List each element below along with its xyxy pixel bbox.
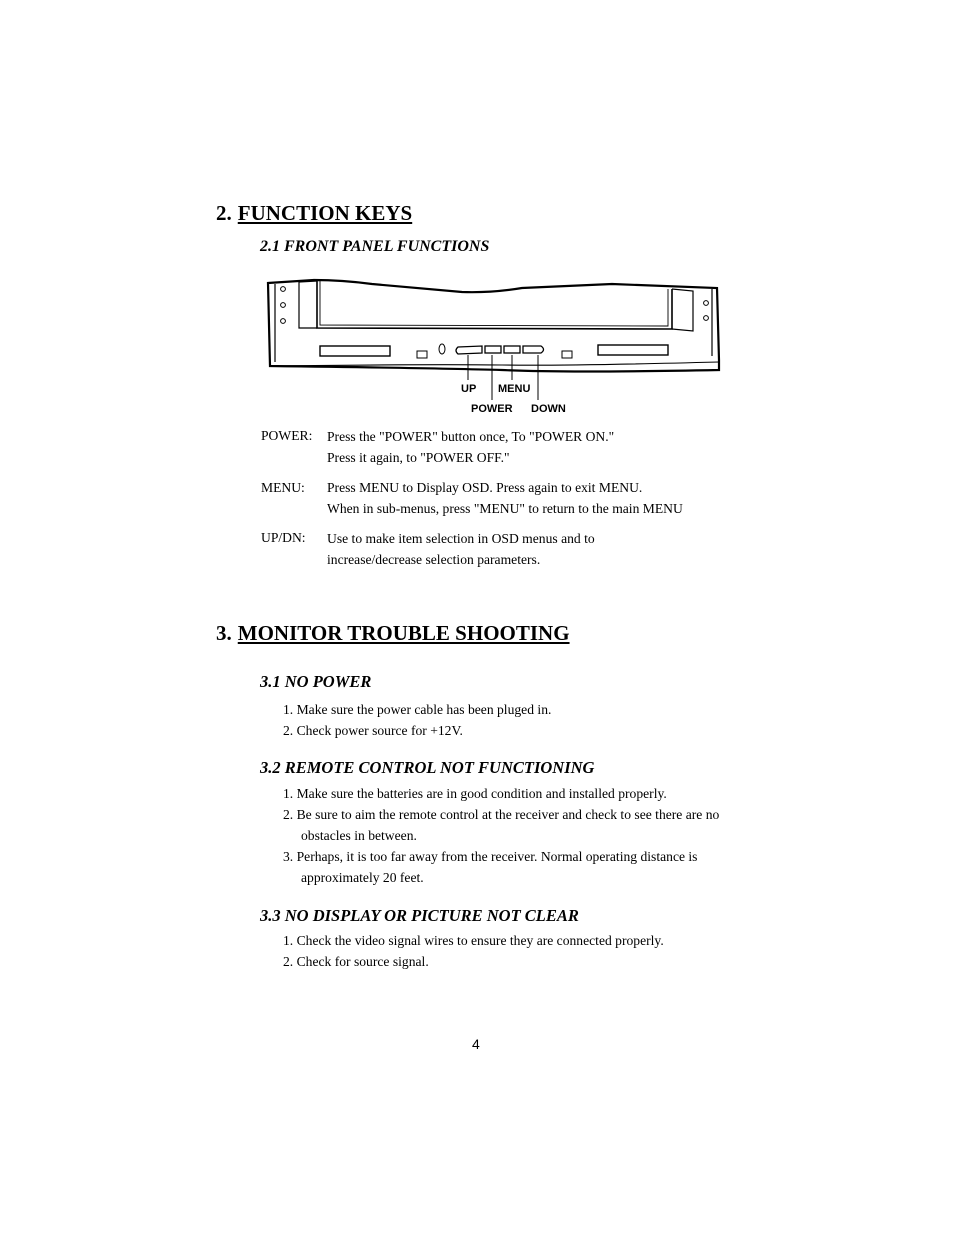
indicator-dot-left-2 [281, 303, 286, 308]
section-3-heading [216, 621, 570, 646]
function-desc-menu-2: When in sub-menus, press "MENU" to return to the main MENU [327, 501, 683, 516]
function-desc-power-2: Press it again, to "POWER OFF." [327, 450, 510, 465]
subsection-3-2-line-5: approximately 20 feet. [301, 870, 424, 885]
button-up [456, 346, 482, 354]
indicator-dot-right-1 [704, 301, 709, 306]
button-menu [504, 346, 520, 353]
section-2-heading [216, 201, 412, 226]
subsection-3-1-line-2: 2. Check power source for +12V. [283, 723, 463, 738]
section-3-number: 3. [216, 621, 232, 645]
subsection-3-3-line-1: 1. Check the video signal wires to ensure they are connected properly. [283, 933, 664, 948]
subsection-3-2-line-2: 2. Be sure to aim the remote control at the receiver and check to see there are no [283, 807, 720, 822]
function-key-menu: MENU: [261, 480, 305, 495]
label-menu: MENU [498, 383, 531, 395]
subsection-3-3-title: 3.3 NO DISPLAY OR PICTURE NOT CLEAR [260, 906, 579, 925]
function-desc-power-1: Press the "POWER" button once, To "POWER ON." [327, 429, 615, 444]
ir-receiver [439, 344, 445, 354]
subsection-3-2-line-1: 1. Make sure the batteries are in good condition and installed properly. [283, 786, 667, 801]
slot-right [598, 345, 668, 355]
section-3-title: MONITOR TROUBLE SHOOTING [237, 621, 570, 645]
button-down [523, 346, 544, 353]
indicator-dot-left-1 [281, 287, 286, 292]
slot-left [320, 346, 390, 356]
subsection-2-1-title: 2.1 FRONT PANEL FUNCTIONS [260, 238, 490, 255]
front-panel-diagram [262, 274, 726, 419]
label-up: UP [461, 383, 477, 395]
indicator-dot-right-2 [704, 316, 709, 321]
subsection-3-2-line-3: obstacles in between. [301, 828, 417, 843]
subsection-3-2-line-4: 3. Perhaps, it is too far away from the receiver. Normal operating distance is [283, 849, 698, 864]
indicator-dot-left-3 [281, 319, 286, 324]
section-2-number: 2. [216, 201, 232, 225]
subsection-3-2-title: 3.2 REMOTE CONTROL NOT FUNCTIONING [260, 758, 595, 777]
front-panel-illustration [262, 274, 726, 419]
button-power [485, 346, 501, 353]
subsection-3-1-title: 3.1 NO POWER [260, 672, 372, 691]
function-key-power: POWER: [261, 428, 313, 443]
function-desc-updn-2: increase/decrease selection parameters. [327, 552, 541, 567]
page-number: 4 [472, 1036, 480, 1052]
label-down: DOWN [531, 403, 566, 415]
sensor-left [417, 351, 427, 358]
function-desc-updn-1: Use to make item selection in OSD menus and to [327, 531, 595, 546]
sensor-right [562, 351, 572, 358]
section-2-title: FUNCTION KEYS [237, 201, 413, 225]
subsection-3-3-line-2: 2. Check for source signal. [283, 954, 429, 969]
function-key-updn: UP/DN: [261, 530, 306, 545]
subsection-3-1-line-1: 1. Make sure the power cable has been pluged in. [283, 702, 552, 717]
function-desc-menu-1: Press MENU to Display OSD. Press again to exit MENU. [327, 480, 643, 495]
label-power: POWER [471, 403, 513, 415]
